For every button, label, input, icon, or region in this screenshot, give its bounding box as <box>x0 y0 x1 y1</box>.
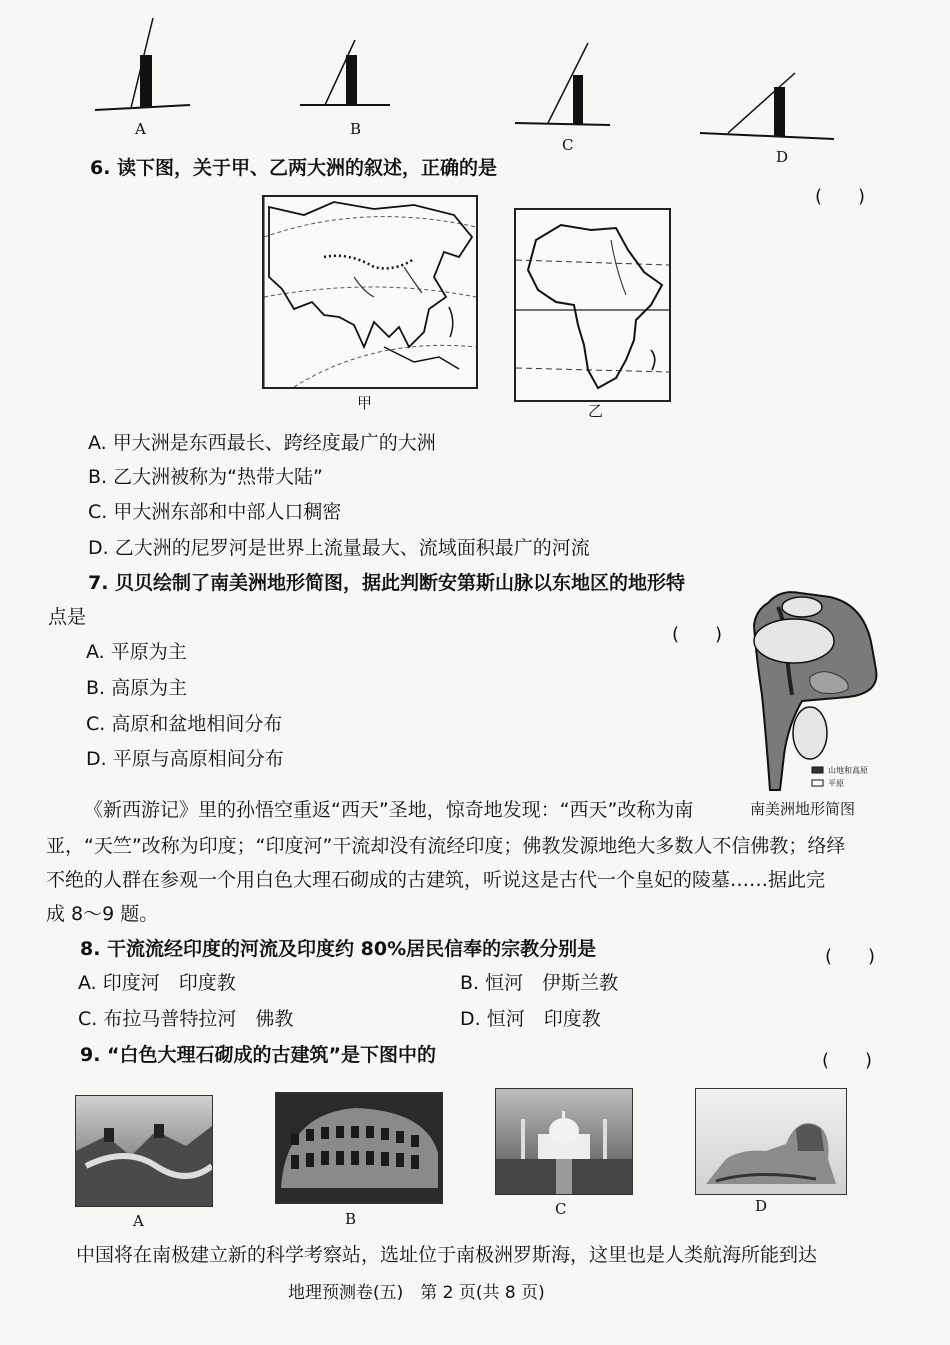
question-7-option-b: B. 高原为主 <box>86 677 188 699</box>
question-7-text-line2: 点是 <box>48 606 87 628</box>
question-9-text: 9. “白色大理石砌成的古建筑”是下图中的 <box>80 1044 437 1066</box>
shadow-diagrams <box>0 0 950 170</box>
legend-plain: 平原 <box>828 779 844 788</box>
question-8-option-a: A. 印度河 印度教 <box>78 972 236 994</box>
question-6-option-c: C. 甲大洲东部和中部人口稠密 <box>88 501 342 523</box>
question-7-answer-bracket: ( ) <box>672 624 723 645</box>
question-8-option-c: C. 布拉马普特拉河 佛教 <box>78 1008 294 1030</box>
question-8-option-d: D. 恒河 印度教 <box>460 1008 601 1030</box>
question-6-answer-bracket: ( ) <box>815 186 866 207</box>
question-6-option-d: D. 乙大洲的尼罗河是世界上流量最大、流域面积最广的河流 <box>88 537 590 559</box>
photo-label-d: D <box>755 1197 768 1215</box>
page-footer: 地理预测卷(五) 第 2 页(共 8 页) <box>288 1283 545 1303</box>
photo-great-wall <box>75 1095 213 1207</box>
photo-taj-mahal <box>495 1088 633 1195</box>
question-8-text: 8. 干流流经印度的河流及印度约 80%居民信奉的宗教分别是 <box>80 938 597 960</box>
legend-mountain-plateau: 山地和高原 <box>828 766 868 775</box>
photo-sphinx <box>695 1088 847 1195</box>
question-6-option-b: B. 乙大洲被称为“热带大陆” <box>88 466 323 488</box>
photo-colosseum <box>275 1092 443 1204</box>
map-africa <box>514 208 671 402</box>
map-label-jia: 甲 <box>357 394 373 412</box>
map-asia <box>262 195 478 389</box>
question-9-answer-bracket: ( ) <box>822 1050 873 1071</box>
south-america-map-caption: 南美洲地形简图 <box>750 800 856 818</box>
shadow-diagram-c <box>515 35 625 145</box>
passage-line-4: 成 8～9 题。 <box>46 903 159 925</box>
shadow-diagram-a <box>95 10 205 120</box>
question-7-option-d: D. 平原与高原相间分布 <box>86 748 284 770</box>
photo-label-c: C <box>555 1200 567 1218</box>
question-6-text: 6. 读下图，关于甲、乙两大洲的叙述，正确的是 <box>90 157 498 179</box>
shadow-label-a: A <box>135 120 146 138</box>
question-7-option-c: C. 高原和盆地相间分布 <box>86 713 283 735</box>
question-7-text-line1: 7. 贝贝绘制了南美洲地形简图，据此判断安第斯山脉以东地区的地形特 <box>88 572 686 594</box>
shadow-label-c: C <box>562 136 574 154</box>
next-paragraph-text: 中国将在南极建立新的科学考察站，选址位于南极洲罗斯海，这里也是人类航海所能到达 <box>76 1244 818 1266</box>
passage-line-2: 亚，“天竺”改称为印度；“印度河”干流却没有流经印度；佛教发源地绝大多数人不信佛教；络绎 <box>46 835 846 857</box>
shadow-label-b: B <box>350 120 362 138</box>
question-7-option-a: A. 平原为主 <box>86 641 187 663</box>
passage-line-3: 不绝的人群在参观一个用白色大理石砌成的古建筑，听说这是古代一个皇妃的陵墓……据此完 <box>46 869 826 891</box>
shadow-label-d: D <box>776 148 789 166</box>
map-label-yi: 乙 <box>588 402 604 420</box>
shadow-diagram-d <box>698 65 848 175</box>
question-6-option-a: A. 甲大洲是东西最长、跨经度最广的大洲 <box>88 432 436 454</box>
passage-line-1: 《新西游记》里的孙悟空重返“西天”圣地，惊奇地发现：“西天”改称为南 <box>84 799 694 821</box>
question-8-option-b: B. 恒河 伊斯兰教 <box>460 972 619 994</box>
photo-label-b: B <box>345 1210 357 1228</box>
photo-label-a: A <box>133 1212 144 1230</box>
question-8-answer-bracket: ( ) <box>825 946 876 967</box>
